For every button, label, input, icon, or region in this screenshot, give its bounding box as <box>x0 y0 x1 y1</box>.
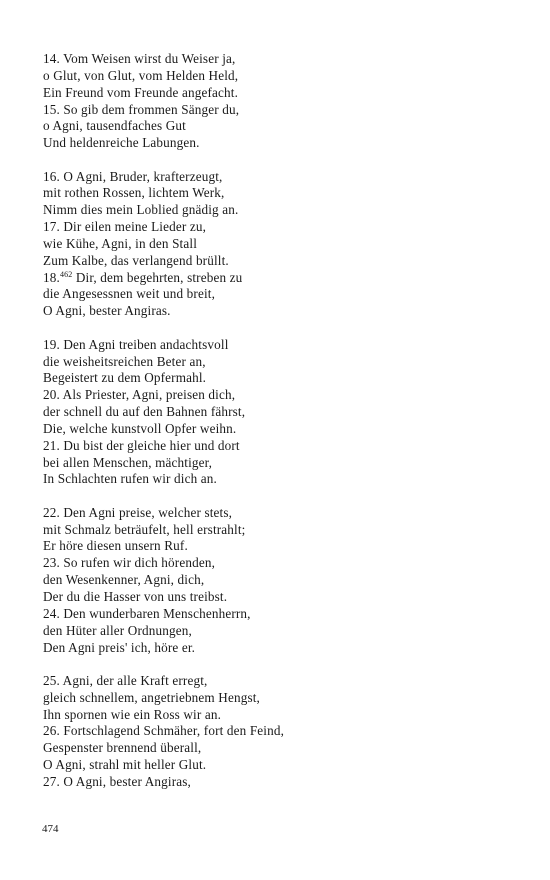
verse-number: 18. <box>43 269 60 285</box>
verse-line: gleich schnellem, angetriebnem Hengst, <box>43 689 260 705</box>
verse-line: 21. Du bist der gleiche hier und dort <box>43 437 240 453</box>
stanza-2 <box>43 169 284 321</box>
verse-line: Er höre diesen unsern Ruf. <box>43 538 188 554</box>
verse-line: bei allen Menschen, mächtiger, <box>43 454 213 470</box>
stanza-3 <box>43 337 284 489</box>
verse-line: wie Kühe, Agni, in den Stall <box>43 235 198 251</box>
verse-text <box>43 51 284 807</box>
verse-line: 16. O Agni, Bruder, krafterzeugt, <box>43 168 223 184</box>
verse-line: 26. Fortschlagend Schmäher, fort den Feind, <box>43 723 285 739</box>
verse-line: mit rothen Rossen, lichtem Werk, <box>43 185 225 201</box>
verse-line: 25. Agni, der alle Kraft erregt, <box>43 672 208 688</box>
verse-line-text: Dir, dem begehrten, streben zu <box>72 269 243 285</box>
verse-line: Zum Kalbe, das verlangend brüllt. <box>43 252 229 268</box>
verse-line: 15. So gib dem frommen Sänger du, <box>43 101 240 117</box>
verse-line: 23. So rufen wir dich hörenden, <box>43 555 216 571</box>
verse-line: Die, welche kunstvoll Opfer weihn. <box>43 420 237 436</box>
verse-line: In Schlachten rufen wir dich an. <box>43 471 217 487</box>
verse-line: 22. Den Agni preise, welcher stets, <box>43 504 233 520</box>
verse-line: Gespenster brennend überall, <box>43 740 202 756</box>
verse-line: o Agni, tausendfaches Gut <box>43 118 186 134</box>
verse-line: 19. Den Agni treiben andachtsvoll <box>43 336 229 352</box>
verse-line-with-footnote <box>43 270 284 287</box>
verse-line: Begeistert zu dem Opfermahl. <box>43 370 207 386</box>
page-number: 474 <box>42 823 59 835</box>
verse-line: Den Agni preis' ich, höre er. <box>43 639 196 655</box>
verse-line: Nimm dies mein Loblied gnädig an. <box>43 202 239 218</box>
verse-line: 20. Als Priester, Agni, preisen dich, <box>43 387 236 403</box>
stanza-4 <box>43 505 284 657</box>
verse-line: 14. Vom Weisen wirst du Weiser ja, <box>43 51 236 66</box>
verse-line: 24. Den wunderbaren Menschenherrn, <box>43 605 251 621</box>
verse-line: o Glut, von Glut, vom Helden Held, <box>43 67 239 83</box>
footnote-reference[interactable]: 462 <box>59 269 73 279</box>
verse-line: die weisheitsreichen Beter an, <box>43 353 206 369</box>
verse-line: Und heldenreiche Labungen. <box>43 135 200 151</box>
stanza-5 <box>43 673 284 791</box>
verse-line: den Hüter aller Ordnungen, <box>43 622 192 638</box>
verse-line: O Agni, strahl mit heller Glut. <box>43 757 207 773</box>
verse-line: der schnell du auf den Bahnen fährst, <box>43 404 246 420</box>
verse-line: Der du die Hasser von uns treibst. <box>43 588 228 604</box>
verse-line: 27. O Agni, bester Angiras, <box>43 773 191 789</box>
verse-line: den Wesenkenner, Agni, dich, <box>43 572 205 588</box>
verse-line: Ihn spornen wie ein Ross wir an. <box>43 706 222 722</box>
verse-line: 17. Dir eilen meine Lieder zu, <box>43 219 207 235</box>
verse-line: O Agni, bester Angiras. <box>43 303 171 319</box>
stanza-1 <box>43 51 284 152</box>
verse-line: die Angesessnen weit und breit, <box>43 286 216 302</box>
verse-line: mit Schmalz beträufelt, hell erstrahlt; <box>43 521 246 537</box>
verse-line: Ein Freund vom Freunde angefacht. <box>43 84 239 100</box>
